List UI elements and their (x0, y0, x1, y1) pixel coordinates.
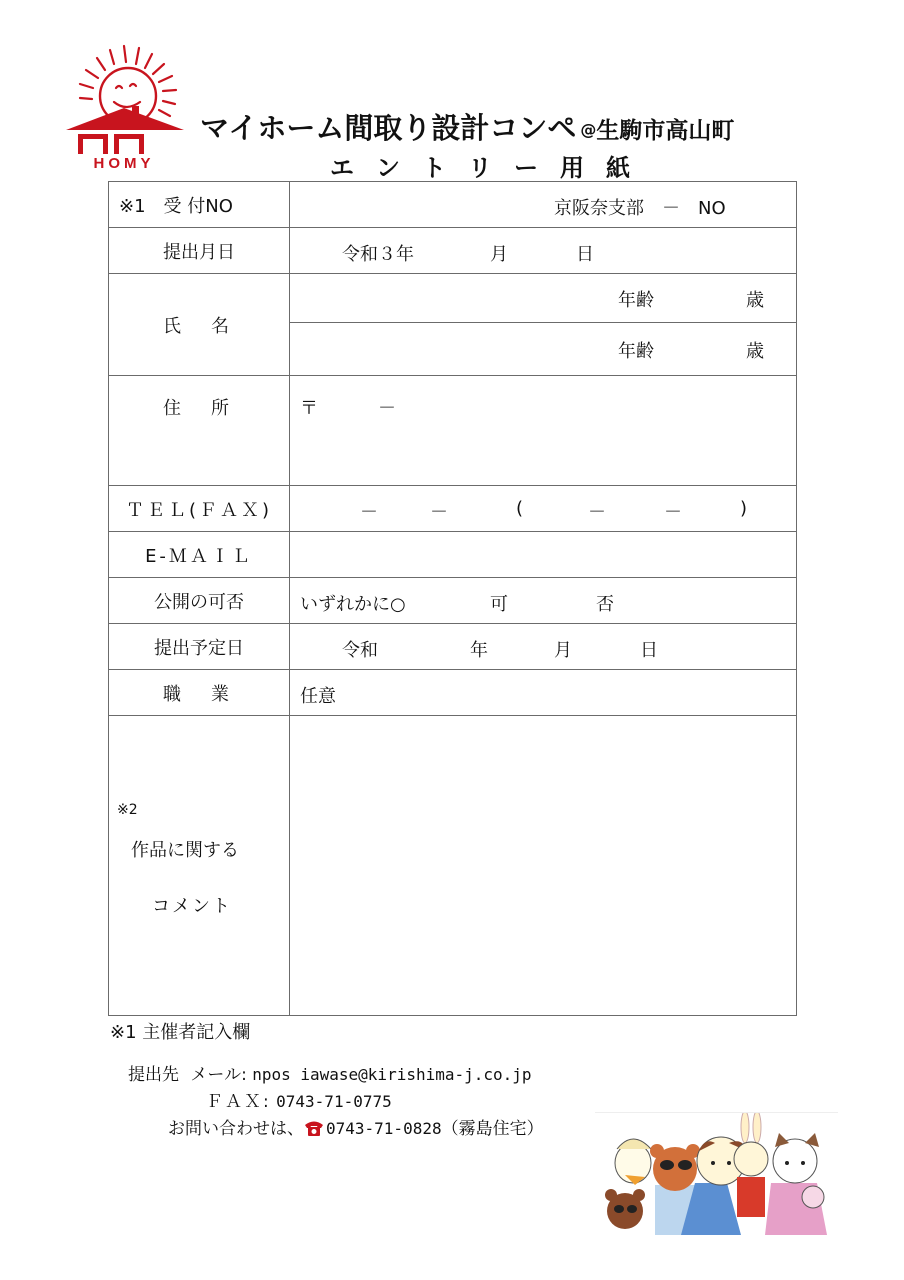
submission-date-field[interactable] (290, 228, 797, 274)
name-label: 氏 名 (109, 274, 290, 376)
email-field[interactable] (290, 532, 797, 578)
row-comment (109, 716, 797, 1016)
submission-month: 月 (490, 244, 508, 265)
inquiry-company: （霧島住宅） (441, 1119, 544, 1139)
row-planned-date (109, 624, 797, 670)
name-field-1[interactable] (290, 274, 797, 323)
fax-paren-open: ( (516, 498, 524, 519)
planned-day: 日 (640, 640, 658, 661)
mail-label: メール: (190, 1065, 247, 1085)
fax-number: 0743-71-0775 (276, 1092, 392, 1111)
email-label: E-ＭＡＩＬ (109, 532, 290, 578)
occupation-hint: 任意 (300, 686, 336, 707)
postal-dash: － (378, 398, 396, 419)
comment-note-mark: ※2 (117, 802, 138, 818)
publish-label: 公開の可否 (109, 578, 290, 624)
row-address (109, 376, 797, 486)
fax-dash-2: － (664, 502, 682, 523)
homy-logo (62, 44, 192, 174)
inquiry-prefix: お問い合わせは、 (168, 1119, 304, 1139)
row-occupation (109, 670, 797, 716)
reception-no-field[interactable] (290, 182, 797, 228)
row-name-1 (109, 274, 797, 323)
submission-era-year: 令和３年 (342, 244, 414, 265)
row-publish (109, 578, 797, 624)
age-label-2: 年齢 (618, 341, 654, 362)
age-unit-2: 歳 (746, 341, 764, 362)
fax-dash-1: － (588, 502, 606, 523)
sun-house-logo-icon (62, 44, 192, 174)
reception-no-label: ※1 受 付NO (109, 182, 290, 228)
title-at: @ (580, 120, 597, 139)
planned-date-label: 提出予定日 (109, 624, 290, 670)
publish-instruction: いずれかに○ (300, 594, 406, 615)
organizer-note: ※1 主催者記入欄 (110, 1022, 251, 1043)
animal-characters-icon (595, 1113, 838, 1235)
planned-date-field[interactable] (290, 624, 797, 670)
title-main: マイホーム間取り設計コンペ (200, 111, 577, 145)
logo-text: HOMY (93, 155, 155, 172)
occupation-label: 職 業 (109, 670, 290, 716)
inquiry-line (168, 1114, 544, 1139)
page-title (200, 106, 734, 147)
occupation-field[interactable] (290, 670, 797, 716)
row-email (109, 532, 797, 578)
inquiry-phone: 0743-71-0828 (326, 1119, 442, 1138)
submit-mail-line (128, 1060, 532, 1085)
age-label-1: 年齢 (618, 290, 654, 311)
tel-fax-label: ＴＥＬ(ＦＡＸ) (109, 486, 290, 532)
name-field-2[interactable] (290, 323, 797, 376)
row-tel-fax (109, 486, 797, 532)
branch-text: 京阪奈支部 － NO (554, 198, 726, 219)
planned-month: 月 (554, 640, 572, 661)
fax-paren-close: ) (740, 498, 748, 519)
tel-fax-field[interactable] (290, 486, 797, 532)
row-reception-no (109, 182, 797, 228)
telephone-icon (304, 1119, 324, 1137)
planned-era: 令和 (342, 640, 378, 661)
submission-date-label: 提出月日 (109, 228, 290, 274)
publish-option-yes[interactable]: 可 (490, 594, 508, 615)
character-illustration (595, 1112, 838, 1235)
page-subtitle: エントリー用紙 (330, 154, 652, 182)
entry-form-table (108, 181, 797, 1016)
postal-mark: 〒 (300, 398, 318, 419)
fax-label: ＦＡＸ: (206, 1092, 271, 1112)
age-unit-1: 歳 (746, 290, 764, 311)
tel-dash-1: － (360, 502, 378, 523)
submission-day: 日 (576, 244, 594, 265)
publish-option-no[interactable]: 否 (596, 594, 614, 615)
tel-dash-2: － (430, 502, 448, 523)
row-submission-date (109, 228, 797, 274)
address-label: 住 所 (109, 376, 290, 486)
planned-year: 年 (470, 640, 488, 661)
title-location: 生駒市高山町 (596, 118, 735, 144)
publish-field (290, 578, 797, 624)
fax-line (206, 1087, 392, 1112)
submit-prefix: 提出先 (128, 1065, 179, 1085)
mail-address-link[interactable]: npos iawase@kirishima-j.co.jp (252, 1065, 532, 1084)
comment-label-line2: コメント (152, 896, 232, 917)
comment-label-line1: 作品に関する (131, 840, 239, 861)
comment-label-cell (109, 716, 290, 1016)
comment-field[interactable] (290, 716, 797, 1016)
address-field[interactable] (290, 376, 797, 486)
